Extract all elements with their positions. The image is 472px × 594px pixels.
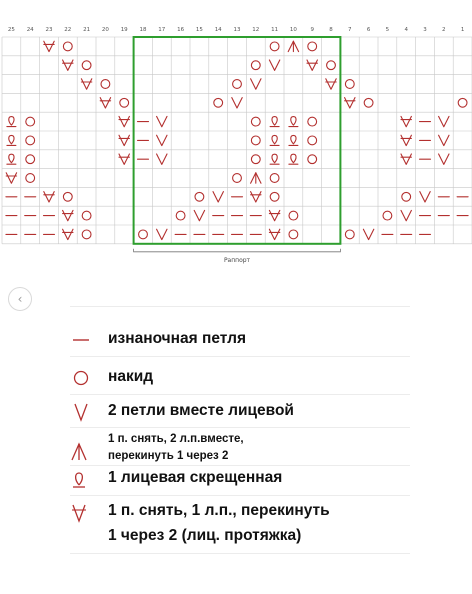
- legend-label-purl: изнаночная петля: [108, 330, 247, 347]
- yarn-over-symbol: [383, 211, 392, 220]
- yarn-over-symbol: [26, 117, 35, 126]
- k2tog-symbol: [420, 192, 430, 202]
- k2tog-symbol: [157, 154, 167, 164]
- ssk-symbol: [44, 192, 54, 202]
- ssk-symbol: [401, 135, 411, 145]
- yarn-over-symbol: [139, 230, 148, 239]
- yarn-over-symbol: [101, 80, 110, 89]
- k2tog-symbol: [363, 229, 373, 239]
- column-number: 13: [233, 27, 241, 33]
- ssk-symbol: [326, 79, 336, 89]
- ssk-symbol: [81, 79, 91, 89]
- k2tog-symbol: [157, 116, 167, 126]
- ssk-symbol: [119, 135, 129, 145]
- ssk-symbol: [63, 60, 73, 70]
- column-number: 17: [158, 27, 166, 33]
- column-number: 7: [348, 27, 352, 33]
- ssk-symbol: [100, 98, 110, 108]
- rapport-label: Раппорт: [223, 256, 251, 264]
- yarn-over-symbol: [327, 61, 336, 70]
- yarn-over-symbol: [458, 98, 467, 107]
- column-number: 9: [310, 27, 314, 33]
- k2tog-symbol: [269, 60, 279, 70]
- yarn-over-symbol: [364, 98, 373, 107]
- column-number: 2: [442, 27, 446, 33]
- legend-separator: [70, 306, 410, 307]
- knitting-chart: [0, 0, 472, 280]
- k2tog-symbol: [213, 192, 223, 202]
- legend-label-ssk-line2: 1 через 2 (лиц. протяжка): [108, 527, 302, 544]
- chevron-left-icon: ‹: [17, 292, 23, 306]
- k2tog-icon: [68, 399, 94, 425]
- column-number: 15: [195, 27, 203, 33]
- ssk-symbol: [6, 173, 16, 183]
- yarn-over-symbol: [233, 80, 242, 89]
- yarn-over-symbol: [308, 117, 317, 126]
- yarn-over-symbol: [308, 155, 317, 164]
- legend-label-yarn-over: накид: [108, 368, 154, 385]
- column-number: 22: [64, 27, 72, 33]
- yarn-over-symbol: [82, 211, 91, 220]
- column-number: 4: [404, 27, 408, 33]
- ssk-symbol: [63, 229, 73, 239]
- yarn-over-symbol: [82, 61, 91, 70]
- twisted-knit-symbol: [270, 135, 279, 145]
- column-number: 21: [83, 27, 91, 33]
- yarn-over-symbol: [270, 42, 279, 51]
- column-number: 14: [214, 27, 222, 33]
- double-decrease-symbol: [288, 41, 298, 51]
- ssk-symbol: [44, 41, 54, 51]
- legend-label-k2tog: 2 петли вместе лицевой: [108, 402, 294, 419]
- k2tog-symbol: [251, 79, 261, 89]
- column-number: 5: [385, 27, 390, 33]
- yarn-over-symbol: [195, 192, 204, 201]
- column-number: 16: [177, 27, 185, 33]
- column-number: 3: [423, 27, 427, 33]
- column-number: 25: [7, 27, 15, 33]
- column-number: 1: [460, 27, 465, 33]
- purl-dash-icon: [68, 327, 94, 353]
- column-number: 24: [26, 27, 34, 33]
- column-number: 23: [45, 27, 53, 33]
- yarn-over-symbol: [214, 98, 223, 107]
- previous-arrow-button[interactable]: [8, 287, 32, 311]
- legend-label-double-decrease-line1: 1 п. снять, 2 л.п.вместе,: [108, 433, 244, 445]
- ssk-symbol: [269, 210, 279, 220]
- yarn-over-symbol: [251, 155, 260, 164]
- chart-grid: [0, 0, 472, 280]
- yarn-over-symbol: [176, 211, 185, 220]
- column-number: 20: [101, 27, 109, 33]
- twisted-knit-symbol: [289, 117, 298, 127]
- ssk-symbol: [251, 192, 261, 202]
- double-decrease-icon: [66, 439, 92, 465]
- ssk-symbol: [401, 116, 411, 126]
- yarn-over-symbol: [345, 230, 354, 239]
- legend-separator: [70, 495, 410, 496]
- ssk-symbol: [119, 116, 129, 126]
- twisted-knit-symbol: [270, 117, 279, 127]
- twisted-knit-symbol: [7, 117, 16, 127]
- yarn-over-symbol: [120, 98, 129, 107]
- yarn-over-symbol: [270, 192, 279, 201]
- yarn-over-symbol: [26, 136, 35, 145]
- k2tog-symbol: [439, 135, 449, 145]
- legend-separator: [70, 427, 410, 428]
- yarn-over-symbol: [402, 192, 411, 201]
- yarn-over-symbol: [345, 80, 354, 89]
- twisted-knit-symbol: [289, 154, 298, 164]
- yarn-over-symbol: [233, 174, 242, 183]
- rapport-bracket: [134, 249, 341, 252]
- yarn-over-symbol: [308, 136, 317, 145]
- column-number: 10: [289, 27, 297, 33]
- k2tog-symbol: [194, 210, 204, 220]
- legend-separator: [70, 553, 410, 554]
- yarn-over-symbol: [26, 174, 35, 183]
- column-number: 18: [139, 27, 147, 33]
- ssk-symbol: [119, 154, 129, 164]
- ssk-symbol: [269, 229, 279, 239]
- legend-separator: [70, 465, 410, 466]
- twisted-knit-symbol: [7, 135, 16, 145]
- column-number: 6: [366, 27, 371, 33]
- k2tog-symbol: [157, 229, 167, 239]
- yarn-over-symbol: [308, 42, 317, 51]
- legend-separator: [70, 394, 410, 395]
- yarn-over-symbol: [63, 192, 72, 201]
- ssk-symbol: [307, 60, 317, 70]
- ssk-symbol: [401, 154, 411, 164]
- twisted-knit-symbol: [7, 154, 16, 164]
- column-number: 19: [120, 27, 128, 33]
- k2tog-symbol: [401, 210, 411, 220]
- yarn-over-symbol: [63, 42, 72, 51]
- column-number: 8: [329, 27, 333, 33]
- yarn-over-symbol: [251, 136, 260, 145]
- legend-separator: [70, 356, 410, 357]
- yarn-over-symbol: [82, 230, 91, 239]
- yarn-over-symbol: [270, 174, 279, 183]
- k2tog-symbol: [439, 154, 449, 164]
- legend-label-double-decrease-line2: перекинуть 1 через 2: [108, 450, 229, 462]
- double-decrease-symbol: [251, 173, 261, 183]
- yarn-over-symbol: [289, 230, 298, 239]
- twisted-knit-symbol: [270, 154, 279, 164]
- legend-label-ssk-line1: 1 п. снять, 1 л.п., перекинуть: [108, 502, 330, 519]
- yarn-over-symbol: [251, 117, 260, 126]
- k2tog-symbol: [439, 116, 449, 126]
- legend-label-twisted-knit: 1 лицевая скрещенная: [108, 469, 283, 486]
- yarn-over-symbol: [26, 155, 35, 164]
- twisted-knit-symbol: [289, 135, 298, 145]
- yarn-over-icon: [68, 365, 94, 391]
- ssk-symbol: [63, 210, 73, 220]
- yarn-over-symbol: [289, 211, 298, 220]
- ssk-icon: [66, 500, 92, 526]
- column-number: 11: [271, 27, 279, 33]
- column-number: 12: [252, 27, 260, 33]
- k2tog-symbol: [232, 98, 242, 108]
- yarn-over-symbol: [251, 61, 260, 70]
- twisted-knit-icon: [66, 466, 92, 492]
- ssk-symbol: [345, 98, 355, 108]
- k2tog-symbol: [157, 135, 167, 145]
